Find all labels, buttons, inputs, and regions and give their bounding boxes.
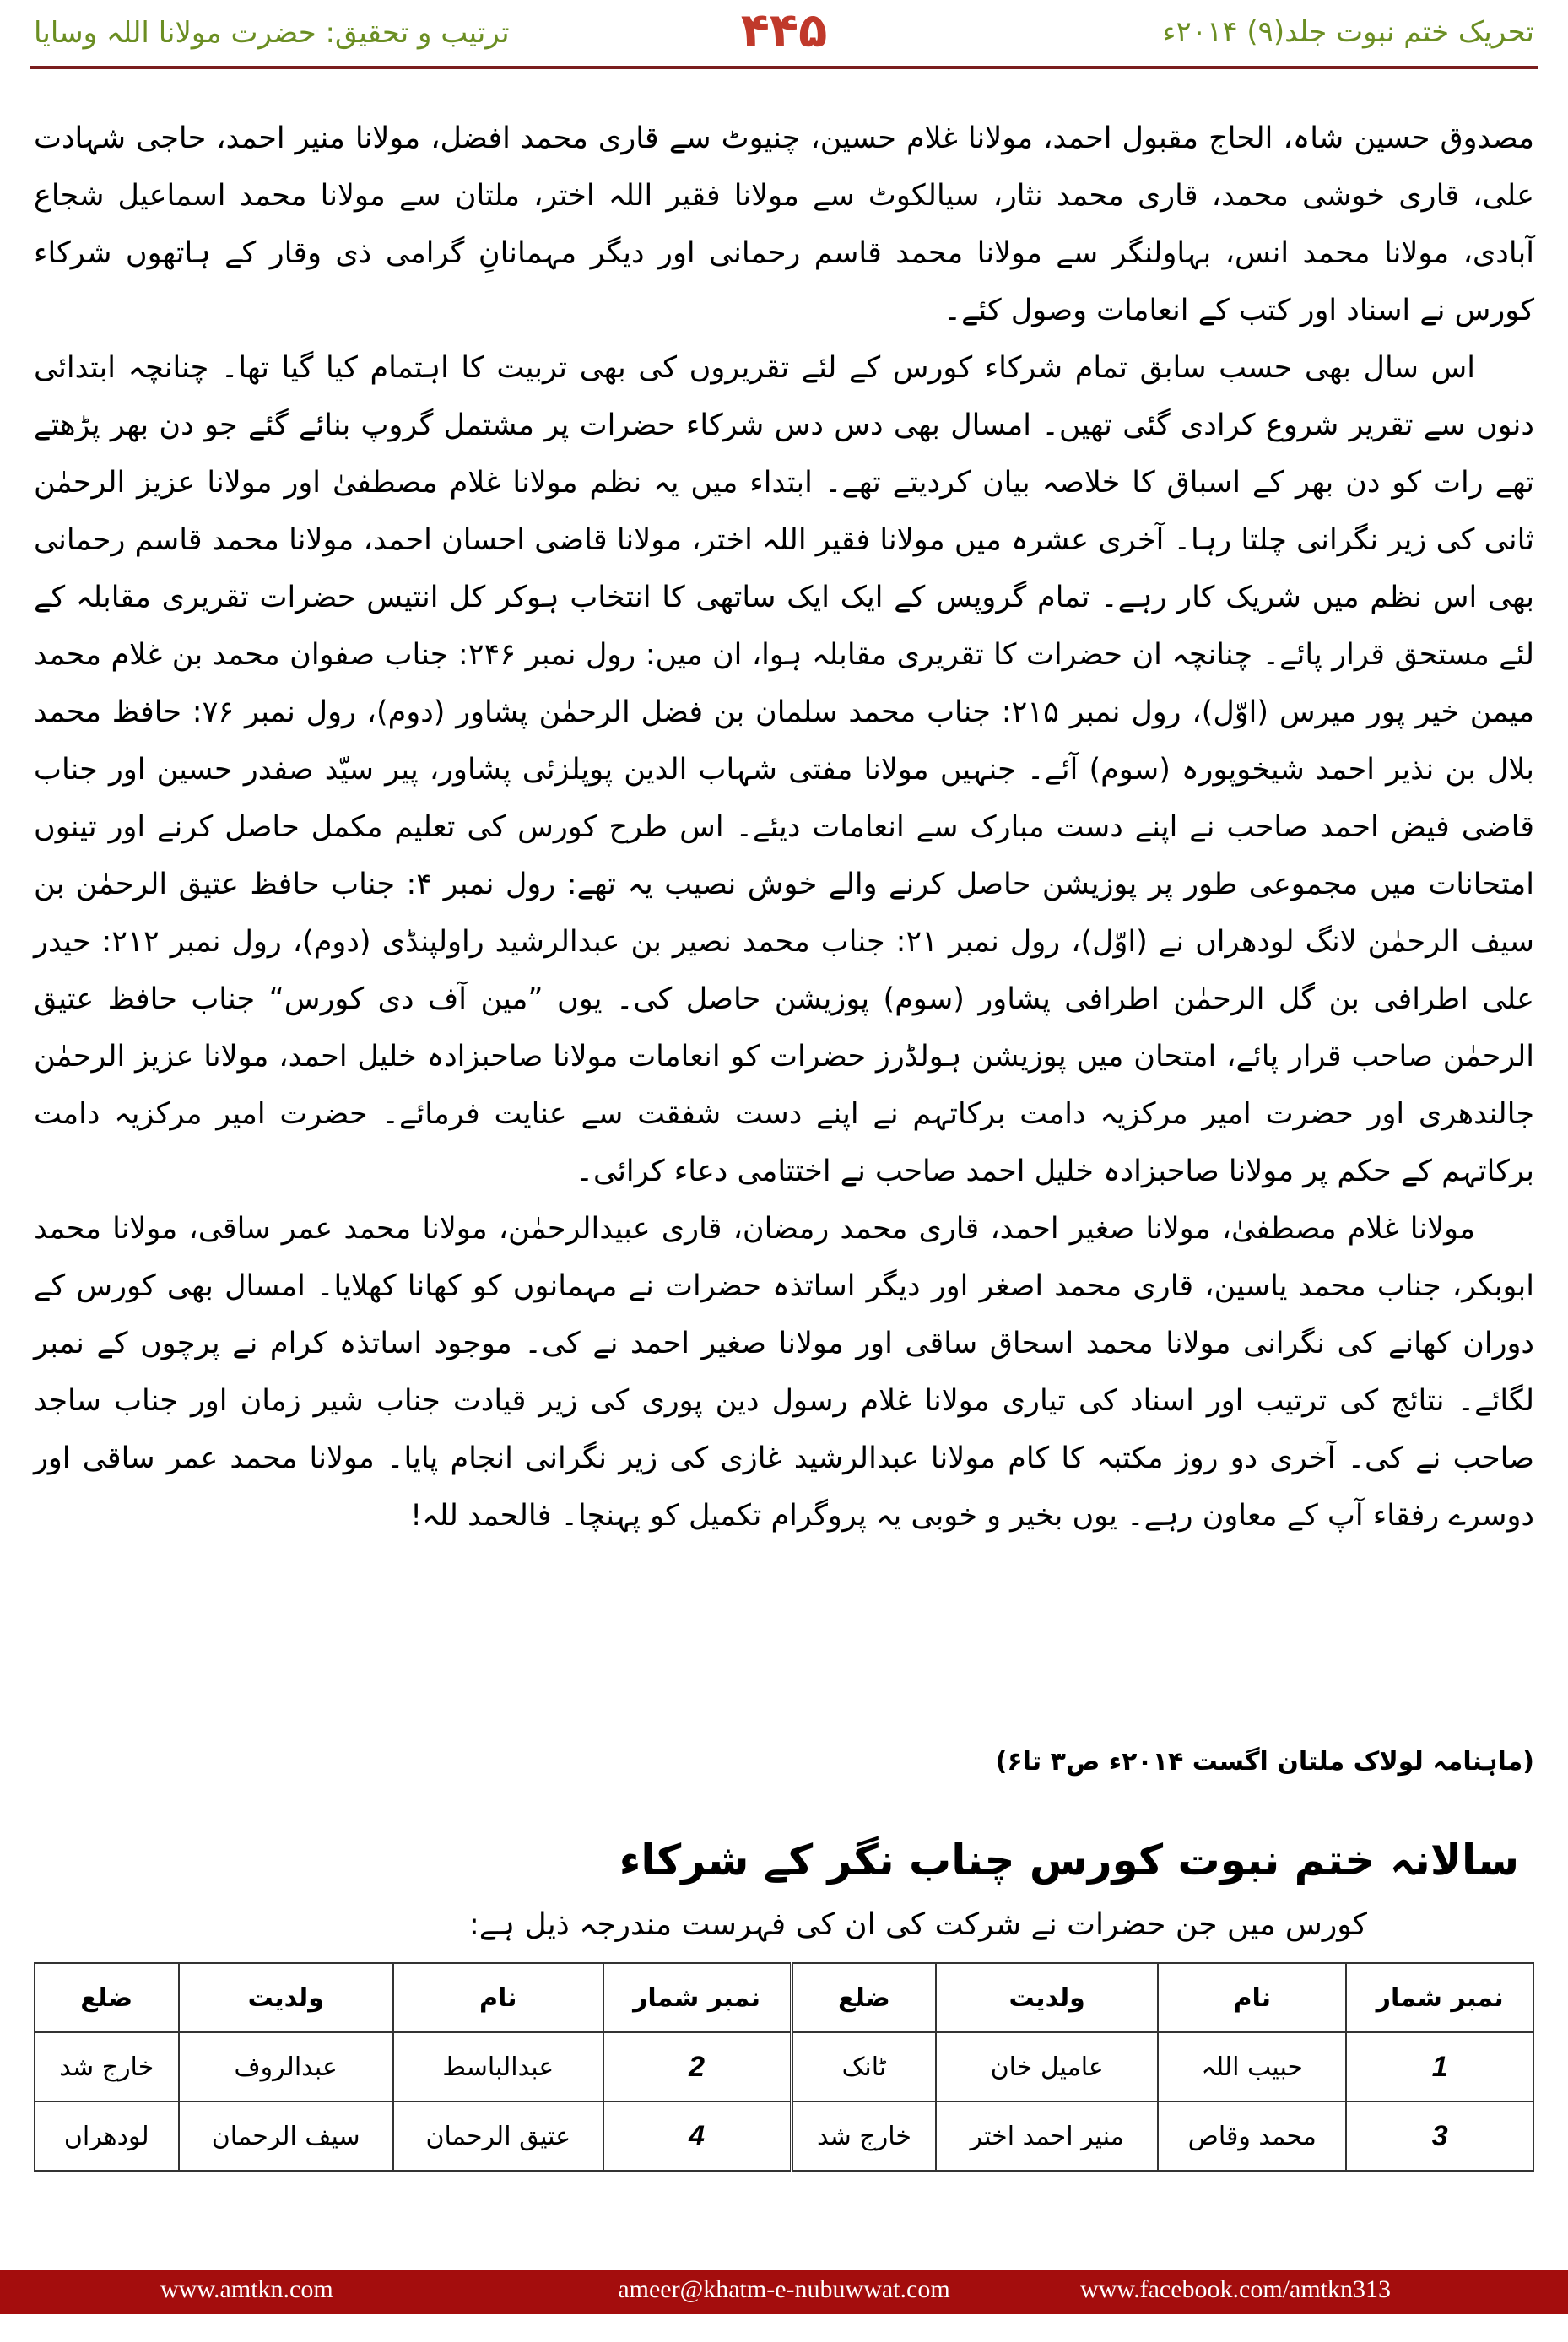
- serial-cell: 4: [603, 2101, 792, 2171]
- col-district-2: ضلع: [35, 1963, 179, 2032]
- article-body: [34, 110, 1534, 1544]
- parent-cell: سیف الرحمان: [179, 2101, 393, 2171]
- name-cell: محمد وقاص: [1158, 2101, 1346, 2171]
- district-cell: خارج شد: [35, 2032, 179, 2101]
- district-cell: ٹانک: [792, 2032, 937, 2101]
- compiler-credit: ترتیب و تحقیق: حضرت مولانا اللہ وسایا: [34, 16, 510, 50]
- email-link[interactable]: ameer@khatm-e-nubuwwat.com: [618, 2275, 950, 2303]
- col-serial-1: نمبر شمار: [1346, 1963, 1533, 2032]
- name-cell: عبدالباسط: [393, 2032, 603, 2101]
- paragraph-1: مصدوق حسین شاہ، الحاج مقبول احمد، مولانا غلام حسین، چنیوٹ سے قاری محمد افضل، مولانا منیر احمد، حاجی شہادت علی، قاری خوشی محمد، قاری محمد نثار، سیالکوٹ سے مولانا فقیر اللہ اختر، ملتان سے مولانا محمد اسماعیل شجاع آبادی، مولانا محمد انس، بہاولنگر سے مولانا محمد قاسم رحمانی اور دیگر مہمانانِ گرامی ذی وقار کے ہاتھوں شرکاء کورس نے اسناد اور کتب کے انعامات وصول کئے۔: [34, 122, 1534, 327]
- header-divider: [30, 66, 1538, 69]
- book-title: تحریک ختم نبوت جلد(۹) ۲۰۱۴ء: [1162, 15, 1534, 49]
- col-parent-2: ولدیت: [179, 1963, 393, 2032]
- district-cell: لودھراں: [35, 2101, 179, 2171]
- parent-cell: عامیل خان: [936, 2032, 1158, 2101]
- website-link[interactable]: www.amtkn.com: [160, 2275, 333, 2303]
- section-intro: کورس میں جن حضرات نے شرکت کی ان کی فہرست مندرجہ ذیل ہے:: [468, 1907, 1367, 1942]
- col-district-1: ضلع: [792, 1963, 937, 2032]
- table-header-row: [35, 1963, 1533, 2032]
- table-row: [35, 2032, 1533, 2101]
- col-parent-1: ولدیت: [936, 1963, 1158, 2032]
- paragraph-2: اس سال بھی حسب سابق تمام شرکاء کورس کے لئے تقریروں کی بھی تربیت کا اہتمام کیا گیا تھا۔ چنانچہ ابتدائی دنوں سے تقریر شروع کرادی گئی تھیں۔ امسال بھی دس دس شرکاء حضرات پر مشتمل گروپ بنائے گئے جو دن بھر پڑھتے تھے رات کو دن بھر کے اسباق کا خلاصہ بیان کردیتے تھے۔ ابتداء میں یہ نظم مولانا غلام مصطفیٰ اور مولانا عزیز الرحمٰن ثانی کی زیر نگرانی چلتا رہا۔ آخری عشرہ میں مولانا فقیر اللہ اختر، مولانا قاضی احسان احمد، مولانا محمد قاسم رحمانی بھی اس نظم میں شریک کار رہے۔ تمام گروپس کے ایک ایک ساتھی کا انتخاب ہوکر کل انتیس حضرات تقریری مقابلہ کے لئے مستحق قرار پائے۔ چنانچہ ان حضرات کا تقریری مقابلہ ہوا، ان میں: رول نمبر ۲۴۶: جناب صفوان محمد بن غلام محمد میمن خیر پور میرس (اوّل)، رول نمبر ۲۱۵: جناب محمد سلمان بن فضل الرحمٰن پشاور (دوم)، رول نمبر ۷۶: حافظ محمد بلال بن نذیر احمد شیخوپورہ (سوم) آئے۔ جنہیں مولانا مفتی شہاب الدین پوپلزئی پشاور، پیر سیّد صفدر حسین اور جناب قاضی فیض احمد صاحب نے اپنے دست مبارک سے انعامات دیئے۔ اس طرح کورس کی تعلیم مکمل حاصل کرنے اور تینوں امتحانات میں مجموعی طور پر پوزیشن حاصل کرنے والے خوش نصیب یہ تھے: رول نمبر ۴: جناب حافظ عتیق الرحمٰن بن سیف الرحمٰن لانگ لودھراں نے (اوّل)، رول نمبر ۲۱: جناب محمد نصیر بن عبدالرشید راولپنڈی (دوم)، رول نمبر ۲۱۲: حیدر علی اطرافی بن گل الرحمٰن اطرافی پشاور (سوم) پوزیشن حاصل کی۔ یوں ”مین آف دی کورس“ جناب حافظ عتیق الرحمٰن صاحب قرار پائے، امتحان میں پوزیشن ہولڈرز حضرات کو انعامات مولانا صاحبزادہ خلیل احمد، مولانا عزیز الرحمٰن جالندھری اور حضرت امیر مرکزیہ دامت برکاتہم نے اپنے دست شفقت سے عنایت فرمائے۔ حضرت امیر مرکزیہ دامت برکاتہم کے حکم پر مولانا صاحبزادہ خلیل احمد صاحب نے اختتامی دعاء کرائی۔: [34, 351, 1535, 1188]
- parent-cell: عبدالروف: [179, 2032, 393, 2101]
- page-header: [0, 0, 1568, 76]
- name-cell: عتیق الرحمان: [393, 2101, 603, 2171]
- table-row: [35, 2101, 1533, 2171]
- section-title: سالانہ ختم نبوت کورس چناب نگر کے شرکاء: [619, 1836, 1519, 1885]
- serial-cell: 2: [603, 2032, 792, 2101]
- parent-cell: منیر احمد اختر: [936, 2101, 1158, 2171]
- participants-table: [34, 1962, 1534, 2172]
- facebook-link[interactable]: www.facebook.com/amtkn313: [1080, 2275, 1391, 2303]
- name-cell: حبیب اللہ: [1158, 2032, 1346, 2101]
- paragraph-3: مولانا غلام مصطفیٰ، مولانا صغیر احمد، قاری محمد رمضان، قاری عبیدالرحمٰن، مولانا محمد عمر ساقی، مولانا محمد ابوبکر، جناب محمد یاسین، قاری محمد اصغر اور دیگر اساتذہ حضرات نے مہمانوں کو کھانا کھلایا۔ امسال بھی کورس کے دوران کھانے کی نگرانی مولانا محمد اسحاق ساقی اور مولانا صغیر احمد نے کی۔ موجود اساتذہ کرام نے پرچوں کے نمبر لگائے۔ نتائج کی ترتیب اور اسناد کی تیاری مولانا غلام رسول دین پوری کی زیر قیادت جناب شیر زمان اور جناب ساجد صاحب نے کی۔ آخری دو روز مکتبہ کا کام مولانا عبدالرشید غازی کی زیر نگرانی انجام پایا۔ مولانا محمد عمر ساقی اور دوسرے رفقاء آپ کے معاون رہے۔ یوں بخیر و خوبی یہ پروگرام تکمیل کو پہنچا۔ فالحمد للہ!: [34, 1212, 1534, 1533]
- col-serial-2: نمبر شمار: [603, 1963, 792, 2032]
- source-citation: (ماہنامہ لولاک ملتان اگست ۲۰۱۴ء ص۳ تا۶): [995, 1747, 1534, 1777]
- serial-cell: 1: [1346, 2032, 1533, 2101]
- district-cell: خارج شد: [792, 2101, 937, 2171]
- page-number: ۴۴۵: [740, 3, 828, 58]
- page-footer: [0, 2270, 1568, 2314]
- col-name-1: نام: [1158, 1963, 1346, 2032]
- col-name-2: نام: [393, 1963, 603, 2032]
- serial-cell: 3: [1346, 2101, 1533, 2171]
